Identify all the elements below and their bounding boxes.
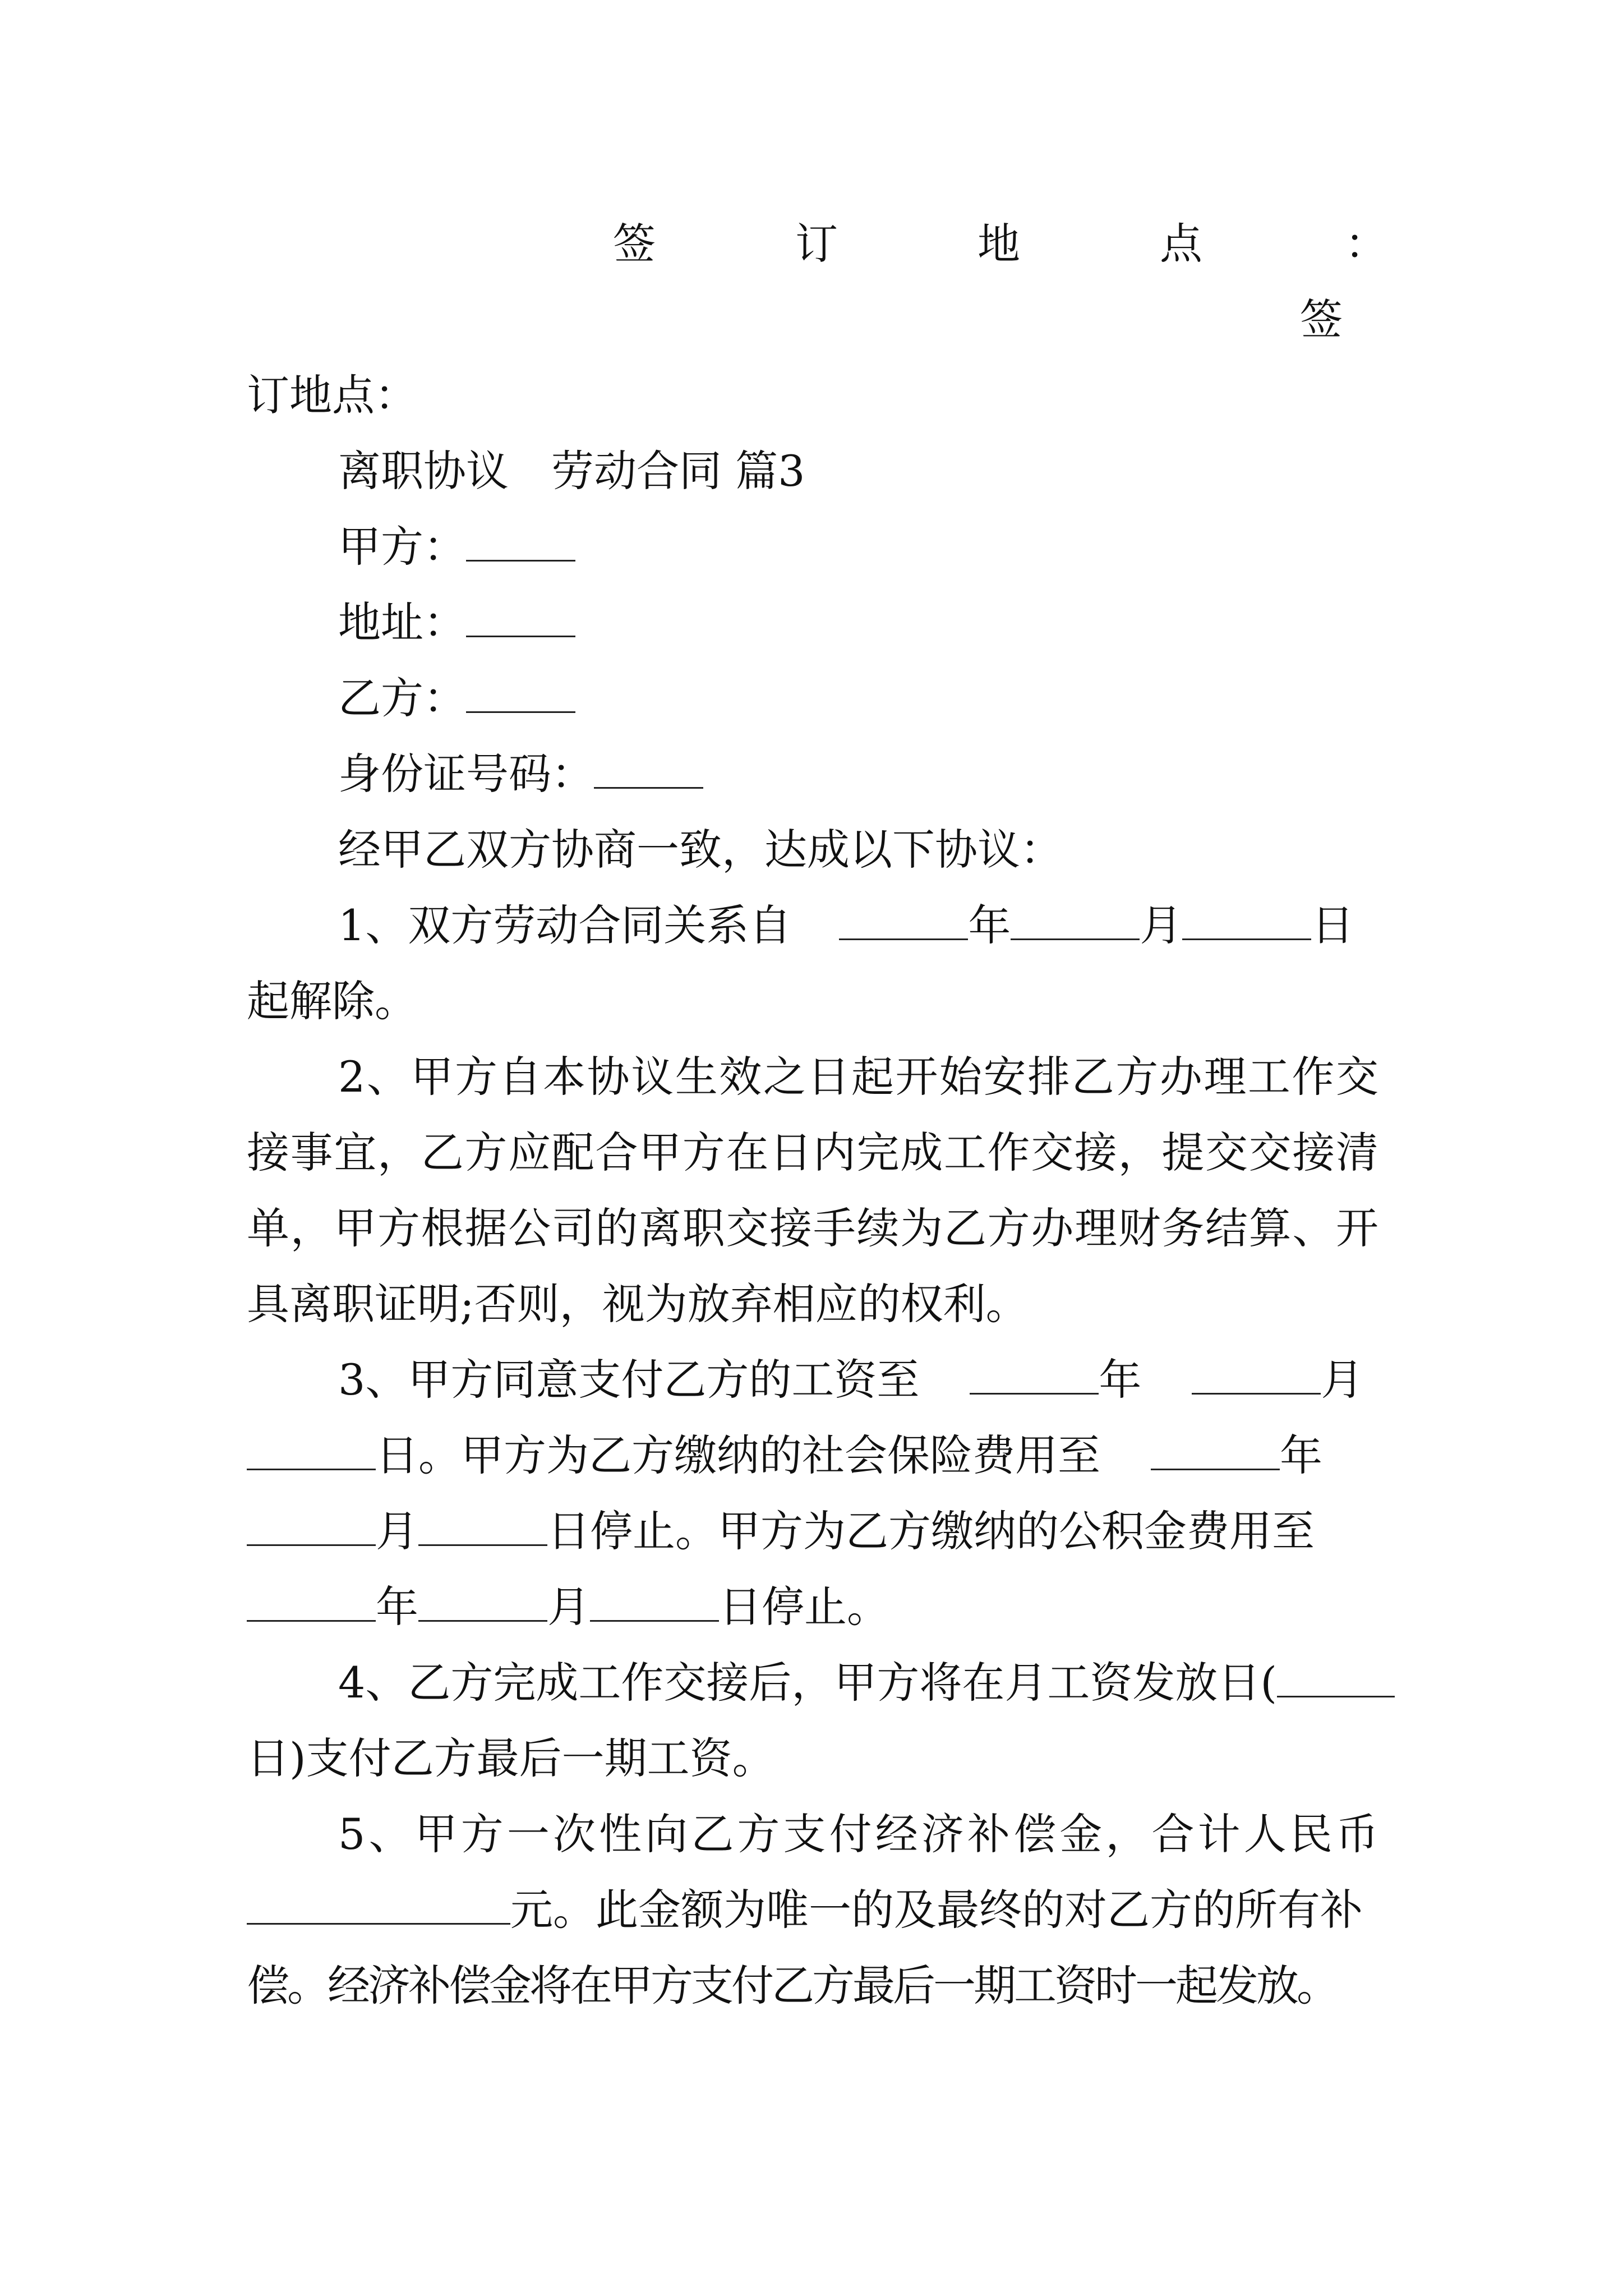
wage-month-blank (1192, 1357, 1321, 1395)
insurance-day-blank (418, 1508, 547, 1546)
party-a-label: 甲方： (338, 522, 466, 572)
clause-5-line-2 (247, 1882, 1363, 1938)
wage-year-label: 年 (1099, 1355, 1142, 1405)
clause-2-line-3: 单，甲方根据公司的离职交接手续为乙方办理财务结算、开 (247, 1203, 1378, 1253)
char: 地 (978, 219, 1020, 269)
id-number-label: 身份证号码： (338, 749, 594, 799)
clause-3-line-4 (247, 1579, 889, 1635)
wage-year-blank (970, 1357, 1099, 1395)
clause-2-line-4: 具离职证明;否则，视为放弃相应的权利。 (247, 1279, 1029, 1329)
clause-1-line-1 (338, 898, 1354, 954)
party-a-field (338, 519, 575, 575)
clause-3-line-3 (247, 1503, 1315, 1559)
address-blank (466, 600, 575, 637)
month-blank (1011, 903, 1140, 940)
year-label: 年 (968, 900, 1011, 950)
insurance-year-label: 年 (1280, 1430, 1322, 1480)
day-label: 日 (1311, 900, 1354, 950)
address-label: 地址： (338, 597, 466, 647)
agreement-heading: 离职协议 劳动合同 篇3 (338, 446, 805, 496)
address-field (338, 595, 575, 651)
amount-blank (247, 1887, 510, 1925)
clause-4-line-2: 日)支付乙方最后一期工资。 (247, 1733, 775, 1783)
wage-month-label: 月 (1321, 1355, 1364, 1405)
clause-5-line-3: 偿。经济补偿金将在甲方支付乙方最后一期工资时一起发放。 (247, 1961, 1337, 2010)
fund-year-label: 年 (376, 1582, 418, 1632)
char: 签 (613, 219, 656, 269)
char: 点 (1160, 219, 1202, 269)
signing-place-wrap-end: 订地点： (247, 370, 417, 420)
day-blank (1182, 903, 1311, 940)
fund-month-label: 月 (547, 1582, 590, 1632)
clause-4-line-1 (338, 1655, 1395, 1711)
clause-4-text: 4、乙方完成工作交接后，甲方将在月工资发放日( (338, 1658, 1278, 1708)
wage-day-blank (247, 1433, 376, 1470)
year-blank (839, 903, 968, 940)
party-b-blank (466, 675, 575, 713)
clause-3-line-1 (338, 1352, 1363, 1408)
insurance-year-blank (1151, 1433, 1280, 1470)
fund-month-blank (418, 1584, 547, 1622)
clause-5-line-1: 5、甲方一次性向乙方支付经济补偿金，合计人民币 (338, 1809, 1378, 1859)
insurance-month-label: 月 (376, 1506, 418, 1556)
clause-3-mid-1: 日。甲方为乙方缴纳的社会保险费用至 (376, 1430, 1100, 1480)
clause-2-line-2: 接事宜，乙方应配合甲方在日内完成工作交接，提交交接清 (247, 1128, 1378, 1177)
clause-3-line-2 (247, 1428, 1322, 1484)
id-number-blank (594, 751, 703, 789)
clause-1-line-2: 起解除。 (247, 976, 417, 1026)
clause-5-text-2: 元。此金额为唯一的及最终的对乙方的所有补 (510, 1885, 1363, 1935)
clause-1-prefix: 1、双方劳动合同关系自 (338, 900, 792, 950)
fund-year-blank (247, 1584, 376, 1622)
char: ： (1345, 219, 1387, 269)
clause-2-line-1: 2、甲方自本协议生效之日起开始安排乙方办理工作交 (338, 1052, 1378, 1102)
month-label: 月 (1140, 900, 1183, 950)
party-a-blank (466, 524, 575, 562)
clause-3-end: 日停止。 (719, 1582, 889, 1632)
char: 订 (795, 219, 838, 269)
signing-place-wrap-start: 签 (1300, 295, 1343, 344)
insurance-month-blank (247, 1508, 376, 1546)
fund-day-blank (590, 1584, 719, 1622)
party-b-field (338, 670, 575, 726)
clause-3-prefix: 3、甲方同意支付乙方的工资至 (338, 1355, 920, 1405)
id-number-field (338, 746, 703, 802)
clause-3-mid-2: 日停止。甲方为乙方缴纳的公积金费用至 (547, 1506, 1315, 1556)
party-b-label: 乙方： (338, 673, 466, 723)
intro-text: 经甲乙双方协商一致，达成以下协议： (338, 825, 1063, 875)
payday-blank (1277, 1660, 1395, 1697)
